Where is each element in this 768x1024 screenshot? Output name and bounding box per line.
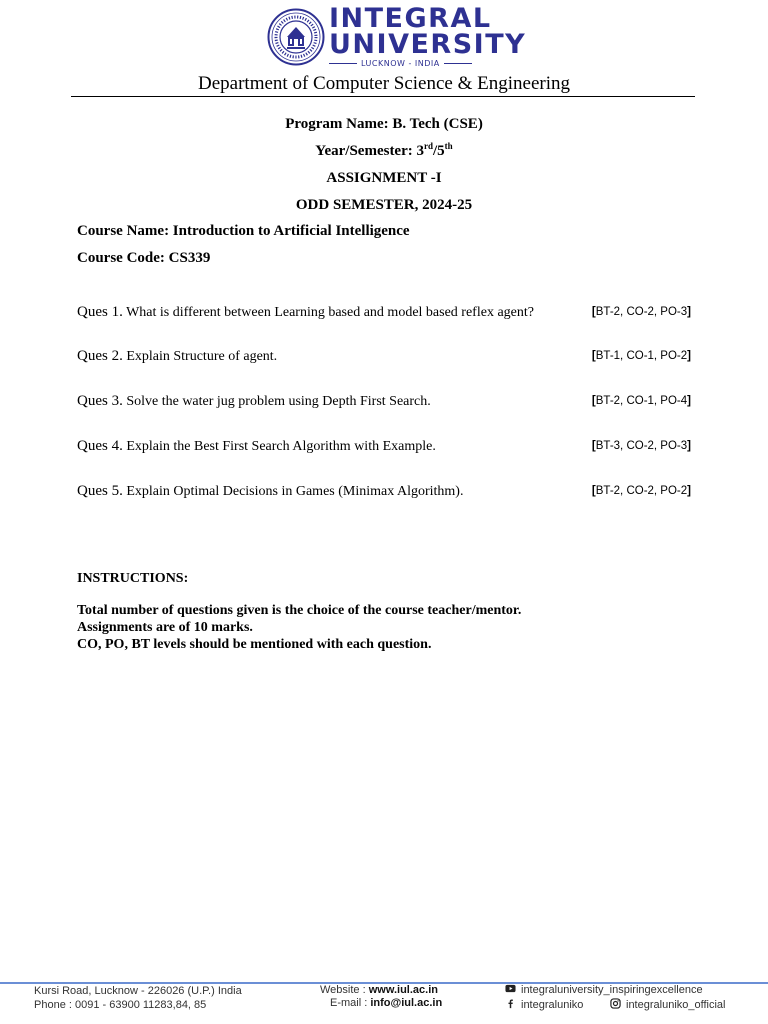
footer-instagram[interactable]: [610, 998, 725, 1011]
question-label: Ques 1.: [77, 304, 123, 320]
instruction-line: Assignments are of 10 marks.: [77, 620, 253, 635]
logo-subtitle-row: [329, 59, 526, 68]
email-label: E-mail :: [330, 997, 371, 1009]
question-levels-text: BT-1, CO-1, PO-2: [595, 350, 688, 362]
logo-rule-right: [444, 63, 472, 64]
instagram-handle: integraluniko_official: [626, 999, 726, 1011]
question-body: Solve the water jug problem using Depth First Search.: [122, 394, 431, 409]
logo-line-integral: INTEGRAL: [329, 3, 492, 34]
question-label: Ques 4.: [77, 438, 123, 454]
footer-youtube[interactable]: [505, 983, 703, 996]
question-label: Ques 2.: [77, 348, 123, 364]
department-title: Department of Computer Science & Engineering: [198, 73, 570, 94]
instruction-line: Total number of questions given is the choice of the course teacher/mentor.: [77, 603, 522, 618]
university-header: [0, 3, 768, 68]
question-levels-text: BT-3, CO-2, PO-3: [595, 440, 688, 452]
footer-phone: Phone : 0091 - 63900 11283,84, 85: [34, 999, 207, 1011]
logo-line-university: UNIVERSITY: [329, 29, 527, 60]
question-body: Explain Optimal Decisions in Games (Minimax Algorithm).: [122, 484, 464, 499]
question-body: Explain Structure of agent.: [122, 349, 278, 364]
question-label: Ques 3.: [77, 393, 123, 409]
university-seal-icon: [267, 8, 325, 66]
question-row: [77, 348, 691, 368]
year-semester-prefix: Year/Semester: 3: [315, 143, 424, 159]
logo-rule-left: [329, 63, 357, 64]
question-row: [77, 438, 691, 458]
question-row: [77, 304, 691, 324]
question-levels: [BT-2, CO-1, PO-4]: [591, 395, 691, 407]
semester-number: /5: [433, 143, 445, 159]
question-levels: [BT-2, CO-2, PO-2]: [591, 485, 691, 497]
question-text: [77, 393, 431, 410]
question-row: [77, 483, 691, 503]
question-text: [77, 438, 436, 455]
question-text: [77, 483, 463, 500]
page-footer: [0, 980, 768, 1024]
footer-email: [330, 997, 442, 1009]
question-levels-text: BT-2, CO-2, PO-2: [595, 485, 688, 497]
semester-ordinal: th: [444, 141, 453, 151]
year-ordinal: rd: [424, 141, 433, 151]
question-levels: [BT-1, CO-1, PO-2]: [591, 350, 691, 362]
program-name: Program Name: B. Tech (CSE): [285, 116, 483, 132]
youtube-icon: [505, 983, 516, 994]
facebook-handle: integraluniko: [521, 999, 584, 1011]
question-row: [77, 393, 691, 413]
header-divider: [71, 96, 695, 97]
question-body: What is different between Learning based and model based reflex agent?: [122, 305, 534, 320]
youtube-handle: integraluniversity_inspiringexcellence: [521, 984, 703, 996]
assignment-title: ASSIGNMENT -I: [326, 170, 442, 186]
footer-website: [320, 984, 438, 996]
question-levels-text: BT-2, CO-1, PO-4: [595, 395, 688, 407]
year-semester: [0, 143, 768, 160]
university-wordmark: [329, 3, 527, 68]
question-body: Explain the Best First Search Algorithm with Example.: [122, 439, 436, 454]
question-levels: [BT-3, CO-2, PO-3]: [591, 440, 691, 452]
website-label: Website :: [320, 984, 369, 996]
instruction-line: CO, PO, BT levels should be mentioned with each question.: [77, 637, 432, 652]
question-label: Ques 5.: [77, 483, 123, 499]
question-levels: [BT-2, CO-2, PO-3]: [591, 306, 691, 318]
course-name: Course Name: Introduction to Artificial Intelligence: [77, 223, 410, 239]
instagram-icon: [610, 998, 621, 1009]
question-text: [77, 348, 277, 365]
footer-facebook[interactable]: [505, 998, 583, 1011]
question-levels-text: BT-2, CO-2, PO-3: [595, 306, 688, 318]
email-link[interactable]: info@iul.ac.in: [370, 997, 443, 1009]
website-link[interactable]: www.iul.ac.in: [368, 984, 438, 996]
instructions-heading: INSTRUCTIONS:: [77, 571, 189, 586]
question-text: [77, 304, 534, 321]
facebook-icon: [505, 998, 516, 1009]
logo-location: LUCKNOW - INDIA: [361, 59, 440, 68]
semester-title: ODD SEMESTER, 2024-25: [295, 197, 473, 213]
footer-address: Kursi Road, Lucknow - 226026 (U.P.) India: [34, 985, 242, 997]
course-code: Course Code: CS339: [77, 250, 211, 266]
